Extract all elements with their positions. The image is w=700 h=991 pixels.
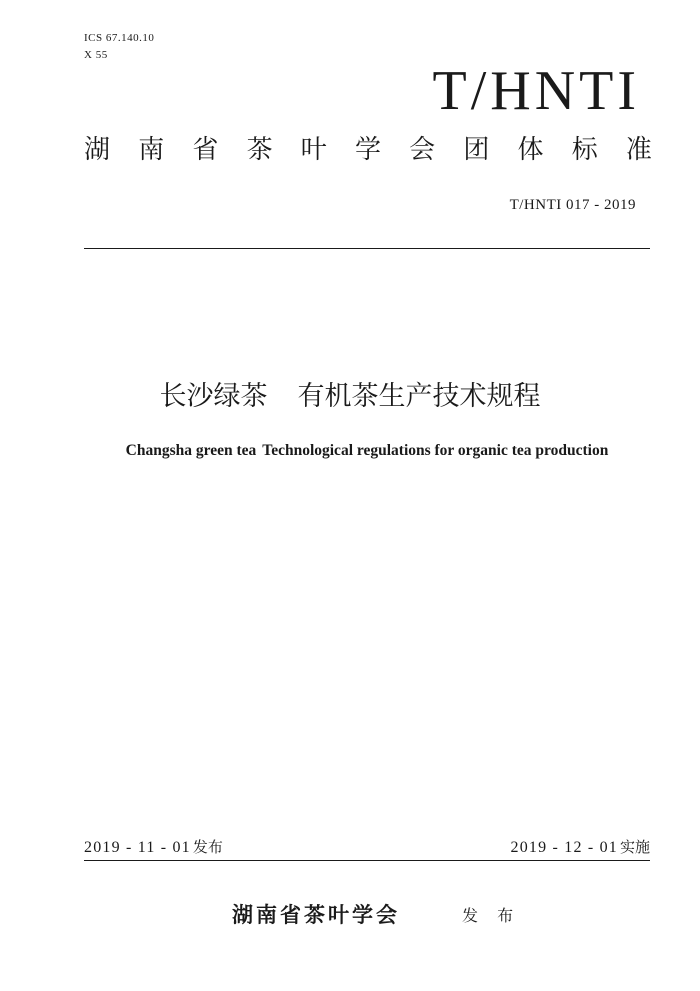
org-title-char: 湖	[84, 135, 111, 165]
chinese-title	[0, 377, 700, 417]
publication-label: 发布	[192, 838, 223, 856]
english-title	[0, 440, 700, 462]
org-title-char: 体	[517, 135, 544, 165]
footer-divider	[84, 860, 650, 861]
org-title-char: 叶	[300, 135, 327, 165]
org-title-char: 茶	[246, 135, 273, 165]
english-title-part2: Technological regulations for organic tea production	[262, 442, 609, 459]
ics-code: ICS 67.140.10	[84, 32, 155, 44]
org-title-char: 会	[409, 135, 436, 165]
implementation-date: 2019 - 12 - 01	[510, 839, 618, 856]
organization-standard-title	[84, 130, 652, 170]
issue-word: 发 布	[462, 906, 521, 925]
org-title-char: 标	[571, 135, 598, 165]
standard-logo: T/HNTI	[432, 60, 640, 122]
publication-date: 2019 - 11 - 01	[84, 839, 191, 856]
implementation-date-line	[511, 836, 650, 859]
implementation-label: 实施	[619, 838, 650, 856]
org-title-char: 学	[354, 135, 381, 165]
publication-date-line	[84, 836, 223, 859]
issuing-organization: 湖南省茶叶学会	[232, 902, 400, 927]
org-title-char: 省	[192, 135, 219, 165]
ccs-code: X 55	[84, 49, 108, 61]
chinese-title-part1: 长沙绿茶	[159, 381, 268, 412]
header-divider	[84, 248, 650, 249]
org-title-char: 南	[138, 135, 165, 165]
org-title-char: 团	[463, 135, 490, 165]
english-title-part1: Changsha green tea	[125, 442, 257, 459]
org-title-char: 准	[625, 135, 652, 165]
chinese-title-part2: 有机茶生产技术规程	[297, 381, 541, 412]
standard-number: T/HNTI 017 - 2019	[509, 197, 636, 213]
